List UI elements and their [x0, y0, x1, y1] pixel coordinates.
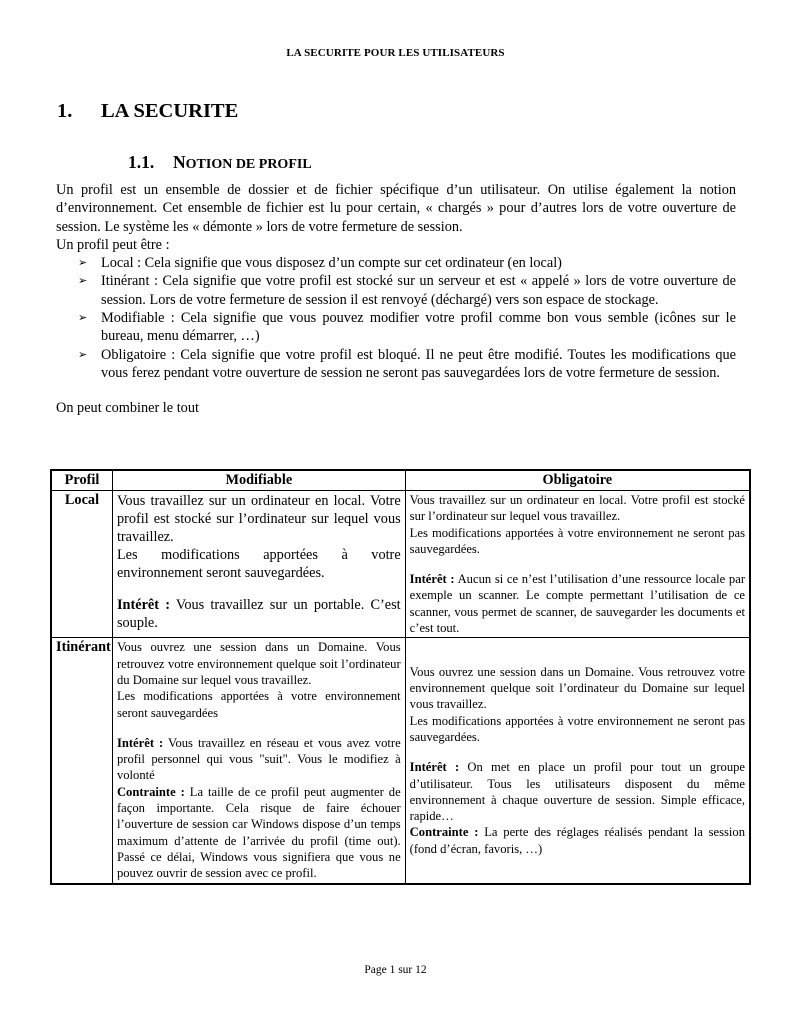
body-text: [56, 181, 736, 418]
list-item: ➢ Modifiable : Cela signifie que vous pouvez modifier votre profil comme bon vous semble (icônes sur le bureau, menu démarrer, …): [78, 310, 736, 345]
page-header: LA SECURITE POUR LES UTILISATEURS: [286, 47, 505, 59]
list-item: ➢ Obligatoire : Cela signifie que votre profil est bloqué. Il ne peut être modifié. Toutes les modifications que vous ferez pendant votre ouverture de session ne seront pas sauvegardées lors de votre fermeture de session.: [78, 346, 736, 381]
profile-types-list: [56, 254, 736, 382]
cell-itinerant-obligatoire: Vous ouvrez une session dans un Domaine. Vous retrouvez votre environnement quelque soit l’ordinateur du Domaine sur lequel vous travaillez. Les modifications apportées à votre environnement ne seront pas sauvegardées. Intérêt : On met en place un profil pour tout un groupe d’utilisateur. Tous les utilisateurs disposent du même environnement à chaque ouverture de session. Simple efficace, rapide… Contrainte : La perte des réglages réalisés pendant la session (fond d’écran, favoris, …): [405, 638, 750, 884]
column-header-profil: Profil: [51, 470, 112, 491]
heading-2-title-initial: N: [173, 152, 186, 172]
arrow-bullet-icon: ➢: [78, 256, 88, 270]
row-label-itinerant: Itinérant: [51, 638, 112, 884]
heading-2: [128, 152, 312, 173]
page-footer: Page 1 sur 12: [364, 964, 427, 976]
column-header-obligatoire: Obligatoire: [405, 470, 750, 491]
cell-local-modifiable: Vous travaillez sur un ordinateur en local. Votre profil est stocké sur l’ordinateur sur lequel vous travaillez. Les modifications apportées à votre environnement seront sauvegardées. Intérêt : Vous travaillez sur un portable. C’est souple.: [112, 491, 405, 638]
heading-2-title-rest: OTION DE PROFIL: [185, 157, 312, 172]
heading-2-number: 1.1.: [128, 152, 155, 172]
row-label-local: Local: [51, 491, 112, 638]
heading-1: [57, 100, 238, 123]
table-row: [51, 491, 750, 638]
table-header-row: [51, 470, 750, 491]
table-row: [51, 638, 750, 884]
column-header-modifiable: Modifiable: [112, 470, 405, 491]
profile-table: [50, 469, 751, 885]
list-item: ➢ Local : Cela signifie que vous disposez d’un compte sur cet ordinateur (en local): [78, 255, 562, 272]
cell-itinerant-modifiable: Vous ouvrez une session dans un Domaine. Vous retrouvez votre environnement quelque soit l’ordinateur du Domaine sur lequel vous travaillez. Les modifications apportées à votre environnement seront sauvegardées Intérêt : Vous travaillez en réseau et vous avez votre profil personnel qui vous "suit". Vous le modifiez à volonté Contrainte : La taille de ce profil peut augmenter de façon importante. Cela risque de faire échouer l’ouverture de session car Windows dispose d’un temps maximum d’attente de l’arrivée du profil (time out). Passé ce délai, Windows vous signifiera que vous ne pouvez ouvrir de session avec ce profil.: [112, 638, 405, 884]
arrow-bullet-icon: ➢: [78, 311, 88, 325]
profile-types-intro: Un profil peut être :: [56, 236, 170, 253]
list-item: ➢ Itinérant : Cela signifie que votre profil est stocké sur un serveur et est « appelé » lors de votre ouverture de session. Lors de votre fermeture de session il est renvoyé (déchargé) vers son espace de stockage.: [78, 273, 736, 308]
arrow-bullet-icon: ➢: [78, 274, 88, 288]
arrow-bullet-icon: ➢: [78, 347, 88, 361]
heading-1-number: 1.: [57, 100, 73, 122]
heading-1-title: LA SECURITE: [101, 100, 239, 122]
intro-paragraph: Un profil est un ensemble de dossier et de fichier spécifique d’un utilisateur. On utilise également la notion d’environnement. Cet ensemble de fichier est lu pour certain, « chargés » pour d’autres lors de votre ouverture de session. Le système les « démonte » lors de votre fermeture de session.: [56, 182, 736, 235]
combine-text: On peut combiner le tout: [56, 400, 199, 417]
cell-local-obligatoire: Vous travaillez sur un ordinateur en local. Votre profil est stocké sur l’ordinateur sur lequel vous travaillez. Les modifications apportées à votre environnement ne seront pas sauvegardées. Intérêt : Aucun si ce n’est l’utilisation d’une ressource locale par exemple un scanner. Le compte permettant l’utilisation de ce scanner, vous permet de scanner, de sauvegarder les documents et c’est tout.: [405, 491, 750, 638]
